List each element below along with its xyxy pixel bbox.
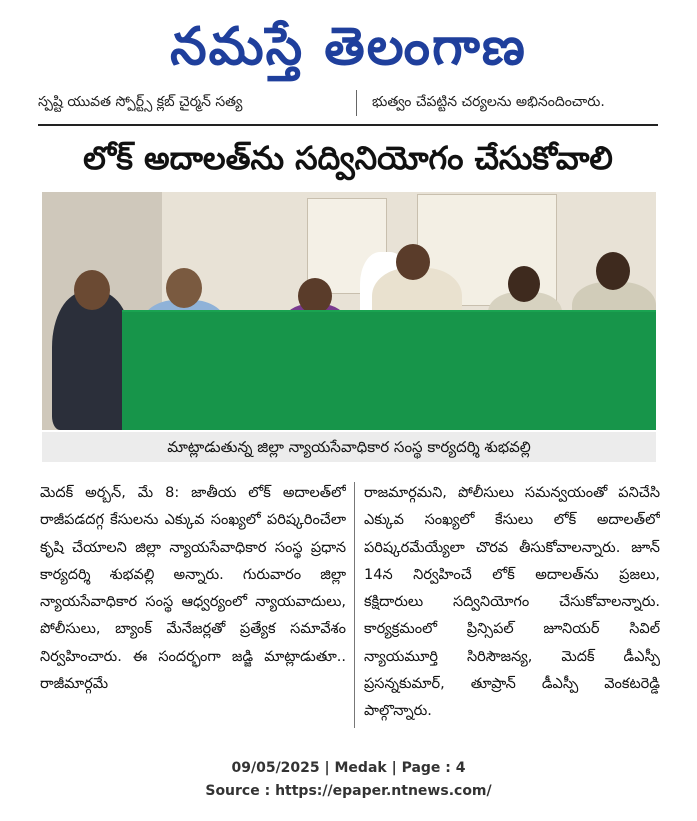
newspaper-masthead: నమస్తే తెలంగాణ xyxy=(170,17,527,77)
article-body-left: మెదక్ అర్బన్, మే 8: జాతీయ లోక్ అదాలత్‌లో రాజీపడదగ్గ కేసులను ఎక్కువ సంఖ్యలో పరిష్కరించేలా కృషి చేయాలని జిల్లా న్యాయసేవాధికార సంస్థ ప్రధాన కార్యదర్శి శుభవల్లి అన్నారు. గురువారం జిల్లా న్యాయసేవాధికార సంస్థ ఆధ్వర్యంలో న్యాయవాదులు, పోలీసులు, బ్యాంక్ మేనేజర్లతో ప్రత్యేక సమావేశం నిర్వహించారు. ఈ సందర్భంగా జడ్జి మాట్లాడుతూ.. రాజీమార్గమే xyxy=(40,485,346,693)
photo-head-2 xyxy=(166,268,202,308)
previous-article-fragment-left: స్పష్టి యువత స్పోర్ట్స్ క్లబ్ చైర్మన్ సత్య xyxy=(38,94,243,110)
photo-head-3 xyxy=(298,278,332,314)
section-rule xyxy=(38,124,658,126)
photo-head-5 xyxy=(396,244,430,280)
photo-head-6 xyxy=(508,266,540,302)
article-photo xyxy=(42,192,656,430)
article-body-right: రాజమార్గమని, పోలీసులు సమన్వయంతో పనిచేసి ఎక్కువ సంఖ్యలో కేసులు లోక్ అదాలత్‌లో పరిష్కరమేయ్యేలా చొరవ తీసుకోవాలన్నారు. జూన్ 14న నిర్వహించే లోక్ అదాలత్‌ను ప్రజలు, కక్షిదారులు సద్వినియోగం చేసుకోవాలన్నారు. కార్యక్రమంలో ప్రిన్సిపల్ జూనియర్ సివిల్ న్యాయమూర్తి సిరిసౌజన్య, మెదక్ డీఎస్పీ ప్రసన్నకుమార్, తూప్రాన్ డీఎస్పీ వెంకటరెడ్డి పాల్గొన్నారు. xyxy=(364,485,660,720)
article-headline: లోక్ అదాలత్‌ను సద్వినియోగం చేసుకోవాలి xyxy=(83,139,613,177)
photo-caption: మాట్లాడుతున్న జిల్లా న్యాయసేవాధికార సంస్థ కార్యదర్శి శుభవల్లి xyxy=(42,432,656,462)
photo-person-1 xyxy=(52,292,132,430)
previous-article-fragment-right: భుత్వం చేపట్టిన చర్యలను అభినందించారు. xyxy=(372,94,605,110)
photo-head-7 xyxy=(596,252,630,290)
body-column-divider xyxy=(354,482,355,728)
photo-green-table xyxy=(122,312,656,430)
footer-date-line: 09/05/2025 | Medak | Page : 4 xyxy=(231,760,466,776)
column-divider xyxy=(356,90,357,116)
photo-head-1 xyxy=(74,270,110,310)
footer-source-line: Source : https://epaper.ntnews.com/ xyxy=(205,783,492,799)
